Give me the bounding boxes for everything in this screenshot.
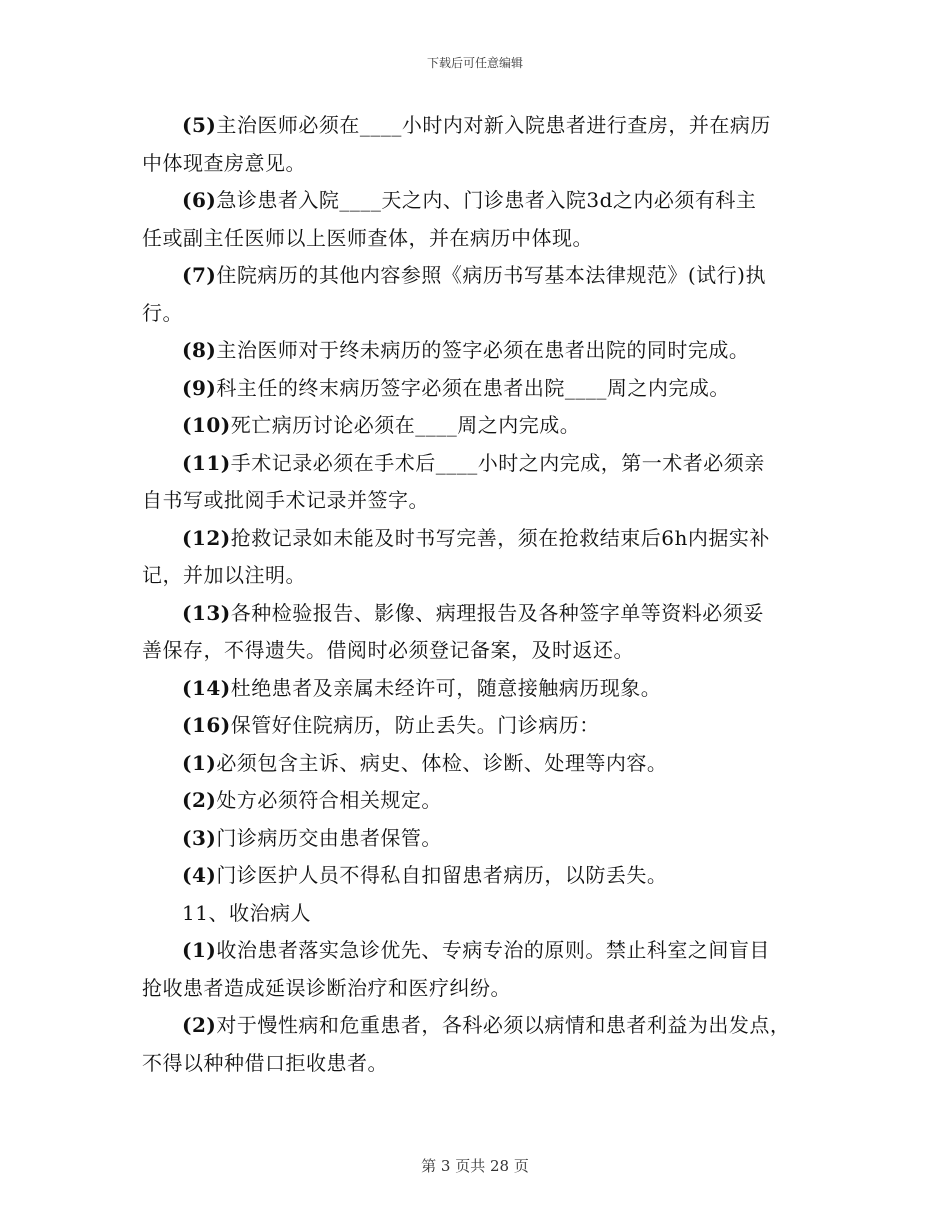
line-text: 抢救记录如未能及时书写完善，须在抢救结束后6h内据实补 [230, 525, 770, 550]
item-number: (6) [182, 188, 217, 212]
line-text: 各种检验报告、影像、病理报告及各种签字单等资料必须妥 [230, 600, 764, 625]
item-number: (3) [182, 825, 217, 850]
paragraph-line [142, 595, 822, 633]
line-text: 善保存，不得遗失。借阅时必须登记备案，及时返还。 [142, 638, 634, 662]
line-text: 行。 [142, 300, 183, 325]
line-text: 门诊病历交由患者保管。 [216, 825, 442, 850]
line-text: 处方必须符合相关规定。 [216, 788, 442, 812]
paragraph-line [142, 182, 822, 220]
item-number: (1) [182, 938, 217, 962]
paragraph-line [142, 107, 822, 145]
paragraph-line [142, 970, 822, 1008]
item-number: (11) [182, 450, 231, 475]
line-text: 不得以种种借口拒收患者。 [142, 1050, 388, 1075]
paragraph-line [142, 670, 822, 708]
paragraph-line [142, 145, 822, 183]
item-number: (14) [182, 675, 231, 700]
paragraph-line [142, 632, 822, 670]
paragraph-line [142, 782, 822, 820]
paragraph-line [142, 257, 822, 295]
line-text: 对于慢性病和危重患者，各科必须以病情和患者利益为出发点， [216, 1013, 791, 1037]
line-text: 杜绝患者及亲属未经许可，随意接触病历现象。 [230, 675, 662, 700]
paragraph-line [142, 707, 822, 745]
paragraph-line [142, 857, 822, 895]
line-text: 主治医师必须在____小时内对新入院患者进行查房，并在病历 [216, 113, 771, 137]
item-number: (7) [182, 263, 217, 287]
paragraph-line [142, 1045, 822, 1083]
document-body [142, 107, 822, 1082]
item-number: (10) [182, 413, 231, 437]
paragraph-line [142, 445, 822, 483]
line-text: 住院病历的其他内容参照《病历书写基本法律规范》(试行)执 [216, 263, 766, 287]
line-text: 收治患者落实急诊优先、专病专治的原则。禁止科室之间盲目 [216, 938, 770, 962]
paragraph-line [142, 820, 822, 858]
line-text: 主治医师对于终未病历的签字必须在患者出院的同时完成。 [216, 338, 750, 362]
item-number: (4) [182, 863, 217, 887]
paragraph-line [142, 932, 822, 970]
paragraph-line [142, 407, 822, 445]
paragraph-line [142, 370, 822, 408]
item-number: (1) [182, 750, 217, 775]
paragraph-line [142, 482, 822, 520]
section-heading [142, 895, 822, 933]
page-footer: 第 3 页共 28 页 [421, 1157, 529, 1175]
line-text: 科主任的终末病历签字必须在患者出院____周之内完成。 [216, 375, 730, 400]
page-header: 下载后可任意编辑 [426, 56, 523, 70]
item-number: (13) [182, 600, 231, 625]
item-number: (2) [182, 788, 217, 812]
line-text: 必须包含主诉、病史、体检、诊断、处理等内容。 [216, 750, 668, 775]
item-number: (9) [182, 375, 217, 400]
paragraph-line [142, 520, 822, 558]
line-text: 死亡病历讨论必须在____周之内完成。 [230, 413, 581, 437]
paragraph-line [142, 557, 822, 595]
line-text: 自书写或批阅手术记录并签字。 [142, 488, 429, 512]
line-text: 急诊患者入院____天之内、门诊患者入院3d之内必须有科主 [216, 188, 757, 212]
line-text: 门诊医护人员不得私自扣留患者病历，以防丢失。 [216, 863, 668, 887]
item-number: (12) [182, 525, 231, 550]
item-number: (2) [182, 1013, 217, 1037]
paragraph-line [142, 745, 822, 783]
paragraph-line [142, 295, 822, 333]
item-number: (5) [182, 113, 217, 137]
line-text: 11、收治病人 [182, 900, 311, 925]
paragraph-line [142, 332, 822, 370]
line-text: 抢收患者造成延误诊断治疗和医疗纠纷。 [142, 975, 511, 1000]
item-number: (16) [182, 713, 231, 737]
line-text: 中体现查房意见。 [142, 150, 306, 175]
line-text: 记，并加以注明。 [142, 563, 306, 587]
line-text: 手术记录必须在手术后____小时之内完成，第一术者必须亲 [230, 450, 765, 475]
paragraph-line [142, 220, 822, 258]
line-text: 任或副主任医师以上医师查体，并在病历中体现。 [142, 225, 593, 250]
line-text: 保管好住院病历，防止丢失。门诊病历： [230, 713, 600, 737]
item-number: (8) [182, 338, 217, 362]
paragraph-line [142, 1007, 822, 1045]
